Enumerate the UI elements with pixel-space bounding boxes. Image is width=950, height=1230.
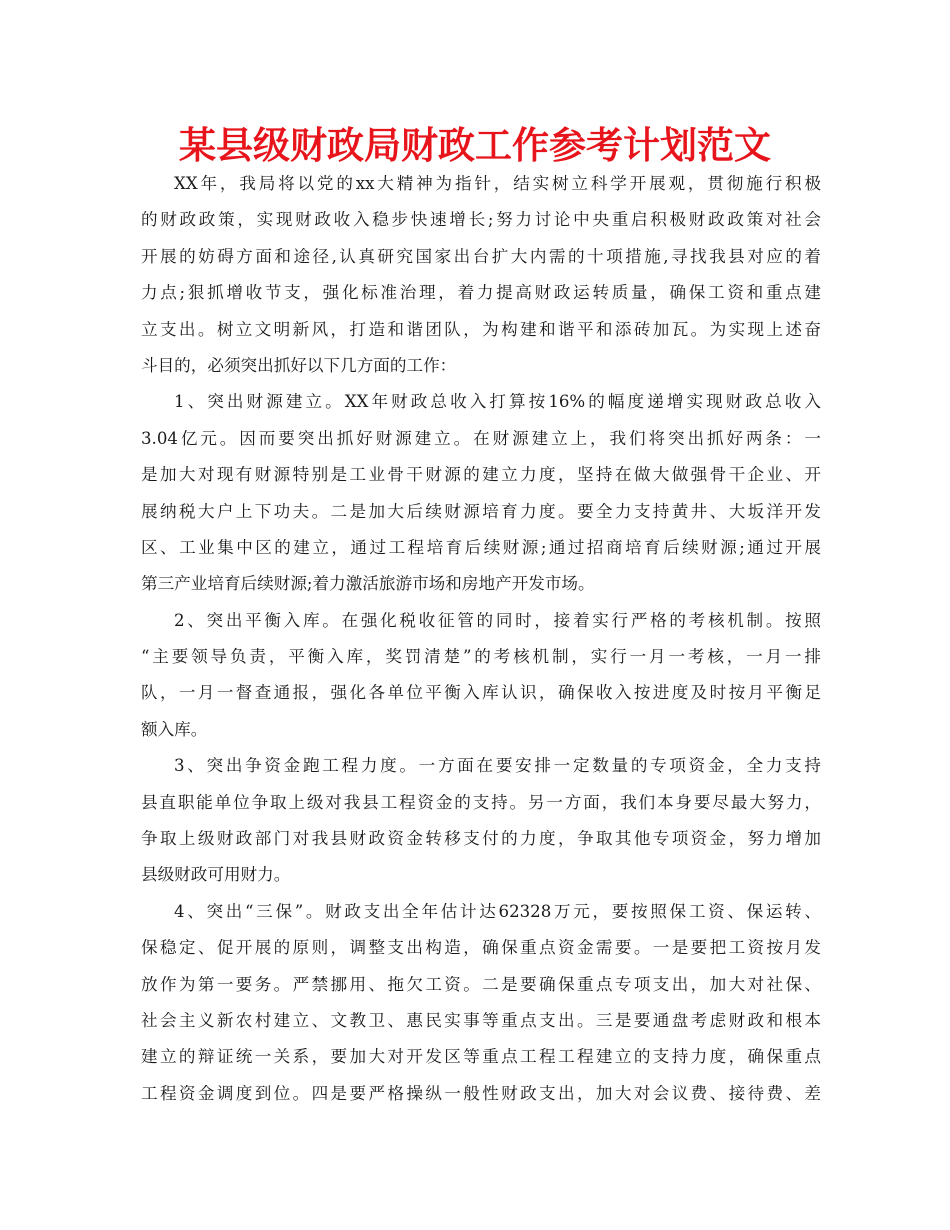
text-line: 县级财政可用财力。 bbox=[141, 865, 291, 885]
paragraph bbox=[141, 384, 821, 602]
text-line: 3.04亿元。因而要突出抓好财源建立。在财源建立上，我们将突出抓好两条：一 bbox=[141, 428, 821, 448]
paragraph bbox=[141, 748, 821, 894]
paragraph bbox=[141, 603, 821, 749]
text-line: 3、突出争资金跑工程力度。一方面在要安排一定数量的专项资金，全力支持 bbox=[174, 756, 821, 776]
text-line: 放作为第一要务。严禁挪用、拖欠工资。二是要确保重点专项支出，加大对社保、 bbox=[141, 974, 821, 994]
paragraph bbox=[141, 894, 821, 1112]
text-line: 保稳定、促开展的原则，调整支出构造，确保重点资金需要。一是要把工资按月发 bbox=[141, 938, 821, 958]
text-line: 建立的辩证统一关系，要加大对开发区等重点工程工程建立的支持力度，确保重点 bbox=[141, 1047, 821, 1067]
text-line: 是加大对现有财源特别是工业骨干财源的建立力度，坚持在做大做强骨干企业、开 bbox=[141, 465, 821, 485]
text-line: 4、突出“三保”。财政支出全年估计达62328万元，要按照保工资、保运转、 bbox=[174, 901, 821, 921]
text-line: 斗目的，必须突出抓好以下几方面的工作： bbox=[141, 355, 457, 375]
text-line: 力点;狠抓增收节支，强化标准治理，着力提高财政运转质量，确保工资和重点建 bbox=[141, 283, 821, 303]
text-line: 开展的妨碍方面和途径,认真研究国家出台扩大内需的十项措施,寻找我县对应的着 bbox=[141, 246, 821, 266]
document-body bbox=[141, 166, 821, 1112]
text-line: 1、突出财源建立。XX年财政总收入打算按16%的幅度递增实现财政总收入 bbox=[174, 392, 821, 412]
text-line: XX年，我局将以党的xx大精神为指针，结实树立科学开展观，贯彻施行积极 bbox=[174, 174, 821, 193]
text-line: 2、突出平衡入库。在强化税收征管的同时，接着实行严格的考核机制。按照 bbox=[174, 610, 821, 630]
text-line: 立支出。树立文明新风，打造和谐团队，为构建和谐平和添砖加瓦。为实现上述奋 bbox=[141, 319, 821, 339]
text-line: 争取上级财政部门对我县财政资金转移支付的力度，争取其他专项资金，努力增加 bbox=[141, 829, 821, 849]
text-line: “主要领导负责，平衡入库，奖罚清楚”的考核机制，实行一月一考核，一月一排 bbox=[141, 647, 821, 667]
paragraph bbox=[141, 166, 821, 384]
text-line: 队，一月一督查通报，强化各单位平衡入库认识，确保收入按进度及时按月平衡足 bbox=[141, 683, 821, 703]
text-line: 县直职能单位争取上级对我县工程资金的支持。另一方面，我们本身要尽最大努力， bbox=[141, 792, 821, 812]
text-line: 区、工业集中区的建立，通过工程培育后续财源;通过招商培育后续财源;通过开展 bbox=[141, 537, 821, 557]
text-line: 展纳税大户上下功夫。二是加大后续财源培育力度。要全力支持黄井、大坂洋开发 bbox=[141, 501, 821, 521]
text-line: 社会主义新农村建立、文教卫、惠民实事等重点支出。三是要通盘考虑财政和根本 bbox=[141, 1010, 821, 1030]
document-title: 某县级财政局财政工作参考计划范文 bbox=[179, 124, 771, 167]
text-line: 第三产业培育后续财源;着力激活旅游市场和房地产开发市场。 bbox=[141, 574, 595, 594]
text-line: 工程资金调度到位。四是要严格操纵一般性财政支出，加大对会议费、接待费、差 bbox=[141, 1083, 821, 1103]
text-line: 额入库。 bbox=[141, 719, 208, 739]
text-line: 的财政政策，实现财政收入稳步快速增长;努力讨论中央重启积极财政政策对社会 bbox=[141, 210, 821, 230]
